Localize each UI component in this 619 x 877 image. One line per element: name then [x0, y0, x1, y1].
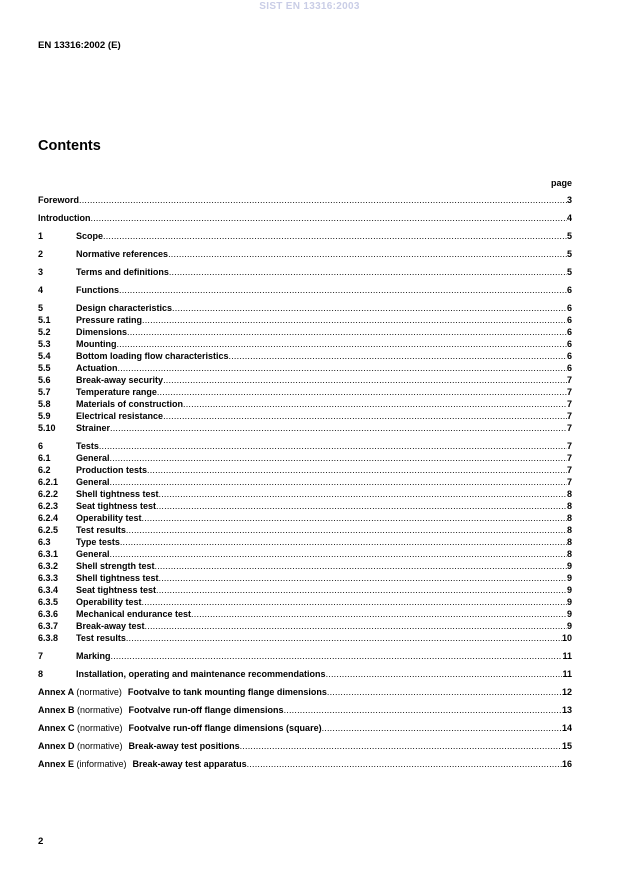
- annex-label: Annex B: [38, 705, 75, 715]
- toc-entry-title: Seat tightness test: [76, 501, 157, 511]
- toc-entry-page: 7: [566, 423, 572, 433]
- toc-entry-title: Production tests: [76, 465, 148, 475]
- toc-entry-title: Actuation: [76, 363, 118, 373]
- table-of-contents: [38, 194, 572, 770]
- toc-entry[interactable]: [38, 410, 572, 422]
- toc-leader-dots: [172, 302, 567, 314]
- toc-annex-entry[interactable]: [38, 740, 572, 752]
- document-id: EN 13316:2002 (E): [38, 40, 121, 51]
- toc-entry-page: 11: [562, 651, 572, 661]
- toc-entry[interactable]: [38, 500, 572, 512]
- toc-entry-page: 6: [566, 303, 572, 313]
- toc-entry-number: 6.3.8: [38, 633, 59, 643]
- toc-leader-dots: [126, 632, 562, 644]
- page-column-label: page: [550, 178, 572, 188]
- toc-entry[interactable]: [38, 302, 572, 314]
- toc-leader-dots: [168, 248, 567, 260]
- toc-annex-entry[interactable]: [38, 722, 572, 734]
- toc-entry-number: 6.2.2: [38, 489, 59, 499]
- toc-entry-title: Foreword: [38, 195, 80, 205]
- toc-leader-dots: [116, 338, 567, 350]
- toc-entry-page: 8: [566, 501, 572, 511]
- toc-entry[interactable]: [38, 422, 572, 434]
- toc-entry-page: 7: [566, 411, 572, 421]
- toc-entry-number: 7: [38, 651, 44, 661]
- toc-entry-title: Shell tightness test: [76, 489, 159, 499]
- toc-entry[interactable]: [38, 338, 572, 350]
- toc-entry-page: 8: [566, 525, 572, 535]
- toc-annex-entry[interactable]: [38, 758, 572, 770]
- toc-leader-dots: [247, 758, 562, 770]
- toc-entry-number: 5.2: [38, 327, 51, 337]
- toc-entry-title: Bottom loading flow characteristics: [76, 351, 229, 361]
- annex-label: Annex D: [38, 741, 75, 751]
- toc-entry-number: 6.1: [38, 453, 51, 463]
- toc-entry-number: 5.5: [38, 363, 51, 373]
- annex-page: 12: [561, 687, 572, 697]
- toc-leader-dots: [110, 452, 567, 464]
- annex-label-group: [38, 704, 123, 716]
- toc-entry[interactable]: [38, 650, 572, 662]
- toc-entry-page: 6: [566, 327, 572, 337]
- annex-label: Annex A: [38, 687, 74, 697]
- toc-leader-dots: [111, 650, 563, 662]
- annex-page: 13: [561, 705, 572, 715]
- toc-entry-number: 3: [38, 267, 44, 277]
- toc-leader-dots: [169, 266, 567, 278]
- toc-entry-title: Design characteristics: [76, 303, 173, 313]
- toc-leader-dots: [191, 608, 567, 620]
- toc-entry-page: 4: [566, 213, 572, 223]
- toc-entry-number: 6.3.1: [38, 549, 59, 559]
- toc-entry-title: Break-away security: [76, 375, 164, 385]
- toc-leader-dots: [156, 500, 567, 512]
- toc-entry-page: 6: [566, 339, 572, 349]
- toc-leader-dots: [163, 410, 567, 422]
- toc-entry-page: 7: [566, 399, 572, 409]
- annex-label: Annex E: [38, 759, 75, 769]
- toc-leader-dots: [142, 314, 567, 326]
- toc-entry-title: Operability test: [76, 513, 142, 523]
- toc-entry[interactable]: [38, 548, 572, 560]
- toc-entry-page: 8: [566, 549, 572, 559]
- annex-title: Break-away test positions: [128, 741, 240, 751]
- toc-entry[interactable]: [38, 488, 572, 500]
- toc-entry-title: Type tests: [76, 537, 120, 547]
- toc-entry[interactable]: [38, 452, 572, 464]
- toc-entry-number: 5.6: [38, 375, 51, 385]
- toc-entry[interactable]: [38, 620, 572, 632]
- toc-entry-page: 6: [566, 363, 572, 373]
- toc-entry-number: 6.3.6: [38, 609, 59, 619]
- toc-entry[interactable]: [38, 572, 572, 584]
- toc-entry-page: 5: [566, 267, 572, 277]
- toc-entry-number: 5.3: [38, 339, 51, 349]
- annex-label-group: [38, 686, 122, 698]
- toc-entry-title: Seat tightness test: [76, 585, 157, 595]
- toc-entry[interactable]: [38, 326, 572, 338]
- toc-entry-number: 4: [38, 285, 44, 295]
- toc-entry-page: 7: [566, 387, 572, 397]
- toc-entry[interactable]: [38, 212, 572, 224]
- toc-entry[interactable]: [38, 476, 572, 488]
- toc-entry-page: 11: [562, 669, 572, 679]
- toc-entry-page: 9: [566, 621, 572, 631]
- toc-leader-dots: [284, 704, 562, 716]
- toc-entry-page: 7: [566, 375, 572, 385]
- toc-leader-dots: [229, 350, 567, 362]
- toc-entry-title: Temperature range: [76, 387, 157, 397]
- toc-entry[interactable]: [38, 512, 572, 524]
- annex-label: Annex C: [38, 723, 75, 733]
- toc-entry-title: Scope: [76, 231, 104, 241]
- toc-leader-dots: [326, 668, 563, 680]
- toc-leader-dots: [103, 230, 567, 242]
- toc-entry-number: 6.2.5: [38, 525, 59, 535]
- toc-entry[interactable]: [38, 248, 572, 260]
- toc-entry-page: 10: [561, 633, 572, 643]
- toc-entry-page: 7: [566, 477, 572, 487]
- toc-entry-title: Materials of construction: [76, 399, 184, 409]
- toc-entry-title: General: [76, 477, 110, 487]
- toc-leader-dots: [240, 740, 562, 752]
- toc-leader-dots: [110, 422, 567, 434]
- annex-label-group: [38, 740, 123, 752]
- toc-entry-title: Mechanical endurance test: [76, 609, 192, 619]
- annex-title: Footvalve run-off flange dimensions (square): [128, 723, 322, 733]
- toc-entry-page: 9: [566, 609, 572, 619]
- toc-entry-number: 8: [38, 669, 44, 679]
- toc-entry[interactable]: [38, 350, 572, 362]
- toc-leader-dots: [91, 212, 567, 224]
- toc-entry-page: 3: [566, 195, 572, 205]
- toc-entry[interactable]: [38, 608, 572, 620]
- toc-entry-number: 6: [38, 441, 44, 451]
- toc-entry-number: 5.10: [38, 423, 56, 433]
- toc-leader-dots: [322, 722, 562, 734]
- toc-entry-page: 6: [566, 351, 572, 361]
- toc-entry-number: 2: [38, 249, 44, 259]
- page-number: 2: [38, 836, 44, 847]
- watermark: SIST EN 13316:2003: [259, 1, 360, 12]
- toc-leader-dots: [156, 584, 567, 596]
- toc-entry-title: Normative references: [76, 249, 169, 259]
- toc-entry[interactable]: [38, 386, 572, 398]
- toc-entry-title: Functions: [76, 285, 119, 295]
- toc-entry-page: 8: [566, 489, 572, 499]
- annex-label-group: [38, 758, 127, 770]
- annex-type: (normative): [77, 705, 123, 715]
- toc-leader-dots: [110, 476, 567, 488]
- toc-entry[interactable]: [38, 536, 572, 548]
- toc-entry[interactable]: [38, 230, 572, 242]
- toc-entry-number: 6.2: [38, 465, 51, 475]
- toc-entry-number: 6.2.4: [38, 513, 59, 523]
- toc-entry-number: 6.2.3: [38, 501, 59, 511]
- toc-entry-title: Mounting: [76, 339, 117, 349]
- toc-entry[interactable]: [38, 284, 572, 296]
- toc-entry-page: 7: [566, 465, 572, 475]
- toc-annex-entry[interactable]: [38, 686, 572, 698]
- toc-entry-title: Test results: [76, 525, 126, 535]
- toc-leader-dots: [159, 572, 567, 584]
- toc-entry-page: 9: [566, 597, 572, 607]
- annex-type: (informative): [76, 759, 127, 769]
- toc-entry-page: 9: [566, 561, 572, 571]
- toc-entry-number: 6.3: [38, 537, 51, 547]
- toc-entry-page: 8: [566, 513, 572, 523]
- toc-entry-number: 5.7: [38, 387, 51, 397]
- toc-leader-dots: [99, 440, 567, 452]
- toc-entry[interactable]: [38, 266, 572, 278]
- toc-leader-dots: [142, 596, 567, 608]
- toc-entry-title: Marking: [76, 651, 111, 661]
- contents-heading: Contents: [38, 138, 101, 154]
- toc-entry-title: Introduction: [38, 213, 91, 223]
- toc-leader-dots: [155, 560, 567, 572]
- toc-entry-title: General: [76, 453, 110, 463]
- toc-entry[interactable]: [38, 560, 572, 572]
- toc-entry-title: Installation, operating and maintenance recommendations: [76, 669, 326, 679]
- toc-leader-dots: [119, 284, 567, 296]
- toc-entry-title: Dimensions: [76, 327, 128, 337]
- toc-entry[interactable]: [38, 314, 572, 326]
- toc-leader-dots: [159, 488, 567, 500]
- toc-entry-number: 5.9: [38, 411, 51, 421]
- toc-leader-dots: [79, 194, 567, 206]
- toc-entry[interactable]: [38, 524, 572, 536]
- toc-entry-title: Pressure rating: [76, 315, 143, 325]
- toc-leader-dots: [126, 524, 567, 536]
- toc-entry-page: 9: [566, 585, 572, 595]
- toc-entry-number: 6.3.2: [38, 561, 59, 571]
- toc-entry-page: 7: [566, 453, 572, 463]
- annex-type: (normative): [76, 687, 122, 697]
- toc-entry-number: 6.3.3: [38, 573, 59, 583]
- toc-entry[interactable]: [38, 398, 572, 410]
- toc-entry-number: 5.8: [38, 399, 51, 409]
- toc-entry-number: 1: [38, 231, 44, 241]
- annex-page: 16: [561, 759, 572, 769]
- toc-entry-number: 5.1: [38, 315, 51, 325]
- toc-entry-title: Electrical resistance: [76, 411, 164, 421]
- toc-leader-dots: [183, 398, 567, 410]
- annex-label-group: [38, 722, 123, 734]
- toc-entry-number: 6.3.5: [38, 597, 59, 607]
- toc-leader-dots: [110, 548, 567, 560]
- annex-type: (normative): [77, 723, 123, 733]
- toc-entry-page: 6: [566, 315, 572, 325]
- annex-title: Footvalve to tank mounting flange dimensions: [127, 687, 327, 697]
- toc-leader-dots: [127, 326, 567, 338]
- toc-entry-number: 6.3.4: [38, 585, 59, 595]
- toc-entry[interactable]: [38, 194, 572, 206]
- toc-leader-dots: [118, 362, 567, 374]
- toc-entry-number: 5: [38, 303, 44, 313]
- toc-entry-title: General: [76, 549, 110, 559]
- toc-entry-title: Shell strength test: [76, 561, 155, 571]
- toc-entry-number: 5.4: [38, 351, 51, 361]
- toc-leader-dots: [120, 536, 567, 548]
- annex-page: 15: [561, 741, 572, 751]
- toc-entry[interactable]: [38, 668, 572, 680]
- annex-type: (normative): [77, 741, 123, 751]
- toc-entry-number: 6.2.1: [38, 477, 59, 487]
- toc-leader-dots: [142, 512, 567, 524]
- toc-annex-entry[interactable]: [38, 704, 572, 716]
- toc-leader-dots: [157, 386, 567, 398]
- toc-entry[interactable]: [38, 374, 572, 386]
- annex-title: Footvalve run-off flange dimensions: [128, 705, 284, 715]
- toc-entry-page: 5: [566, 249, 572, 259]
- annex-title: Break-away test apparatus: [132, 759, 247, 769]
- toc-entry-title: Shell tightness test: [76, 573, 159, 583]
- toc-entry-title: Tests: [76, 441, 99, 451]
- toc-entry[interactable]: [38, 584, 572, 596]
- toc-entry-title: Break-away test: [76, 621, 145, 631]
- toc-entry-page: 6: [566, 285, 572, 295]
- annex-page: 14: [561, 723, 572, 733]
- toc-entry-title: Terms and definitions: [76, 267, 169, 277]
- toc-leader-dots: [327, 686, 562, 698]
- toc-entry-page: 5: [566, 231, 572, 241]
- toc-entry[interactable]: [38, 440, 572, 452]
- toc-entry-title: Strainer: [76, 423, 111, 433]
- toc-entry-page: 7: [566, 441, 572, 451]
- toc-entry-title: Test results: [76, 633, 126, 643]
- toc-entry-title: Operability test: [76, 597, 142, 607]
- toc-entry[interactable]: [38, 596, 572, 608]
- toc-entry[interactable]: [38, 464, 572, 476]
- toc-leader-dots: [163, 374, 567, 386]
- toc-entry[interactable]: [38, 362, 572, 374]
- toc-entry-number: 6.3.7: [38, 621, 59, 631]
- toc-entry-page: 9: [566, 573, 572, 583]
- toc-entry-page: 8: [566, 537, 572, 547]
- toc-entry[interactable]: [38, 632, 572, 644]
- toc-leader-dots: [147, 464, 567, 476]
- toc-leader-dots: [145, 620, 567, 632]
